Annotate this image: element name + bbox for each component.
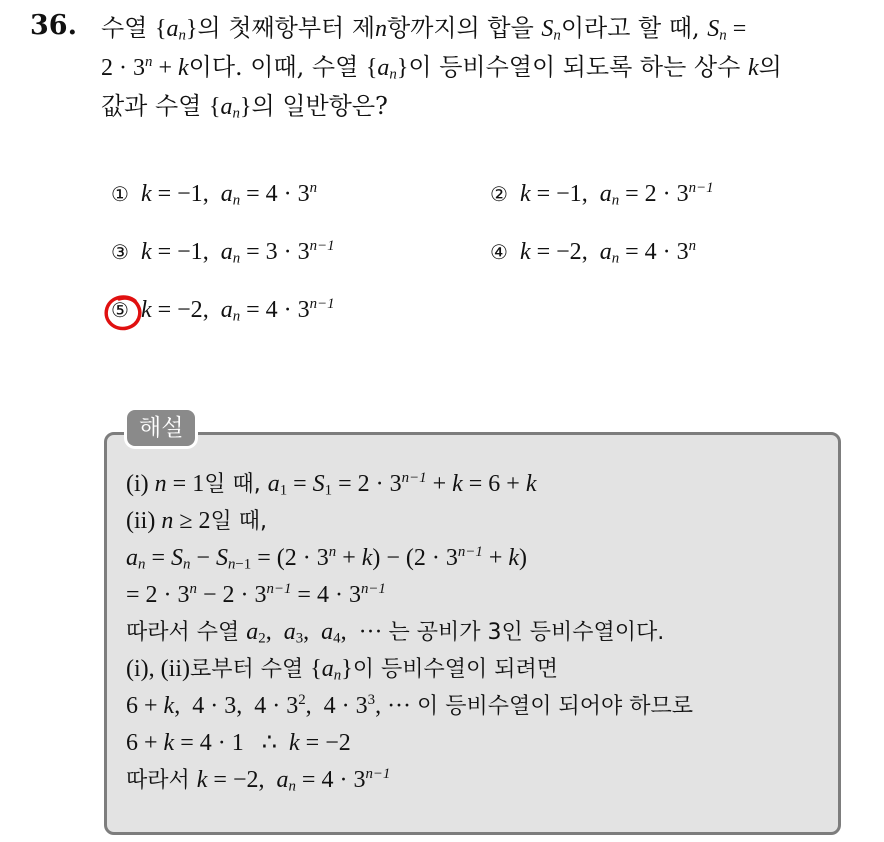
question-number: 36. — [30, 10, 77, 41]
question-text — [101, 9, 861, 126]
answer-circle-mark — [103, 293, 145, 333]
question-line-3: 값과 수열 $\{a_n\}$의 일반항은? — [101, 92, 388, 122]
question-line-1: 수열 $\{a_n\}$의 첫째항부터 제n항까지의 합을 $S_n$이라고 할 때, $S_n$ = — [101, 14, 747, 44]
solution-line-9: 따라서 k = −2, $a_n = 4 \cdot 3^{n-1}$ — [126, 766, 391, 795]
choice-3[interactable]: ③ k = −1, $a_n = 3 \cdot 3^{n-1}$ — [111, 238, 335, 267]
choice-2[interactable]: ② k = −1, $a_n = 2 \cdot 3^{n-1}$ — [490, 180, 714, 209]
question-line-2: $2 \cdot 3^n + k$이다. 이때, 수열 $\{a_n\}$이 등비수열이 되도록 하는 상수 k의 — [101, 53, 782, 83]
solution-line-6: (i), (ii)로부터 수열 $\{a_n\}$이 등비수열이 되려면 — [126, 656, 558, 684]
solution-tag: 해설 — [127, 410, 195, 446]
choice-4[interactable]: ④ k = −2, $a_n = 4 \cdot 3^n$ — [490, 238, 697, 267]
solution-lines — [126, 466, 693, 799]
solution-line-8: 6 + k = 4 · 1 ∴ k = −2 — [126, 730, 351, 756]
solution-line-5: 따라서 수열 $a_2$, $a_3$, $a_4$, ··· 는 공비가 3인 등비수열이다. — [126, 619, 665, 647]
solution-line-1: (i) n = 1일 때, $a_1 = S_1 = 2 \cdot 3^{n-1} + k = 6 + k$ — [126, 470, 537, 499]
solution-line-4: = $2 \cdot 3^n - 2 \cdot 3^{n-1} = 4 \cdot 3^{n-1}$ — [126, 581, 386, 608]
choice-1[interactable]: ① k = −1, $a_n = 4 \cdot 3^n$ — [111, 180, 318, 209]
choice-5[interactable]: ⑤ k = −2, $a_n = 4 \cdot 3^{n-1}$ — [111, 296, 335, 325]
solution-line-3: $a_n = S_n - S_{n-1} = (2 \cdot 3^n + k) - (2 \cdot 3^{n-1} + k)$ — [126, 544, 528, 573]
solution-line-7: 6 + k, 4 · 3, $4 \cdot 3^2$, $4 \cdot 3^3$, ··· 이 등비수열이 되어야 하므로 — [126, 692, 694, 719]
solution-line-2: (ii) n ≥ 2일 때, — [126, 508, 267, 534]
